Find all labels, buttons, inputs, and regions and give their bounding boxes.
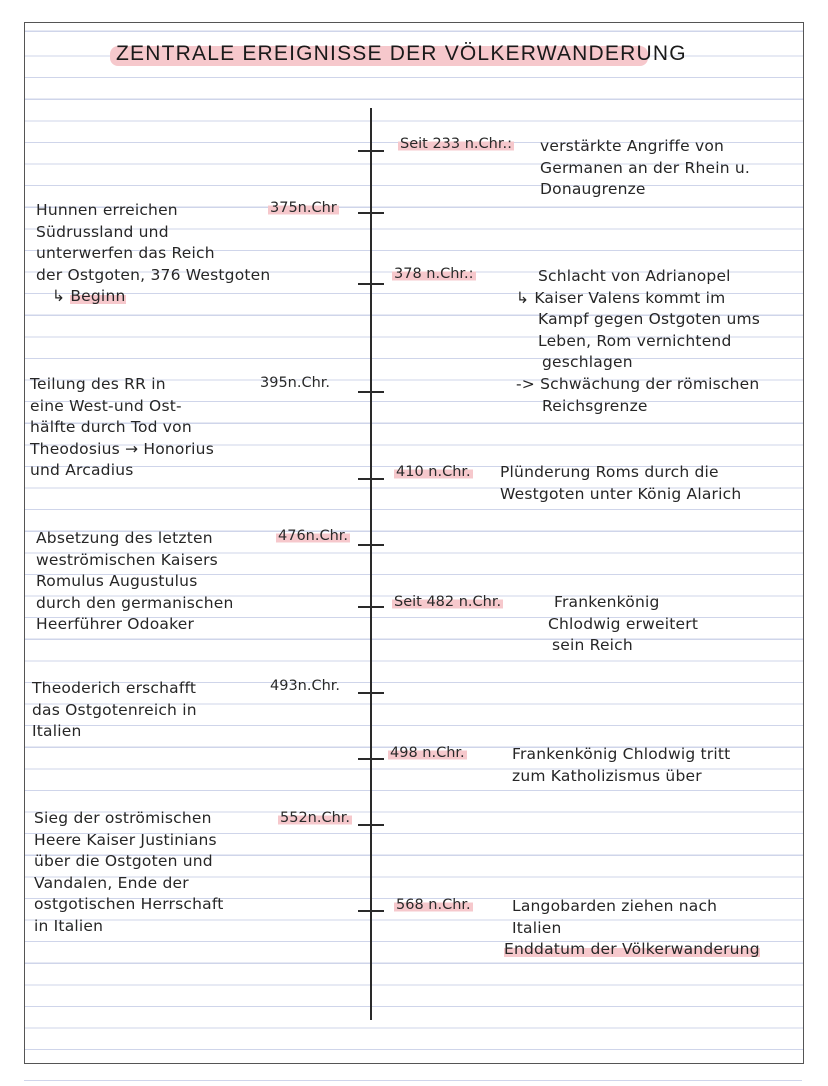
text-line: Italien — [512, 918, 562, 937]
timeline-tick — [358, 391, 384, 393]
highlighted-note: Beginn — [70, 287, 126, 306]
timeline-tick — [358, 478, 384, 480]
text-line: Theodosius → Honorius — [30, 439, 214, 458]
text-line: verstärkte Angriffe von — [540, 137, 725, 155]
date-label: 476n.Chr. — [278, 528, 349, 544]
event-text — [36, 200, 270, 308]
text-line: Sieg der oströmischen — [34, 809, 212, 827]
text-line: Westgoten unter König Alarich — [500, 484, 742, 503]
text-line: ↳ Kaiser Valens kommt im — [516, 288, 726, 307]
timeline-tick — [358, 283, 384, 285]
text-line: der Ostgoten, 376 Westgoten — [36, 265, 271, 284]
date-label: 395n.Chr. — [260, 375, 331, 391]
text-line: Reichsgrenze — [542, 396, 648, 415]
text-line: geschlagen — [542, 353, 633, 372]
timeline-tick — [358, 824, 384, 826]
timeline-tick — [358, 758, 384, 760]
text-line: Absetzung des letzten — [36, 529, 213, 547]
text-line: unterwerfen das Reich — [36, 244, 215, 263]
text-line — [36, 286, 270, 308]
text-line: Heere Kaiser Justinians — [34, 830, 217, 849]
text-line: Romulus Augustulus — [36, 572, 198, 591]
text-line: Vandalen, Ende der — [34, 873, 189, 892]
text-line: das Ostgotenreich in — [32, 700, 197, 719]
title-text: ZENTRALE EREIGNISSE DER VÖLKERWANDERUNG — [116, 42, 687, 65]
timeline-tick — [358, 212, 384, 214]
date-label: Seit 482 n.Chr. — [394, 594, 502, 610]
text-line: -> Schwächung der römischen — [516, 374, 760, 393]
text-line: Teilung des RR in — [30, 375, 166, 393]
text-line: und Arcadius — [30, 461, 134, 480]
page-bottom-rule — [24, 1080, 802, 1081]
timeline-tick — [358, 606, 384, 608]
text-line: Theoderich erschafft — [32, 679, 197, 697]
event-text — [36, 528, 233, 636]
arrow-icon: ↳ — [52, 287, 66, 306]
date-label: 410 n.Chr. — [396, 464, 471, 480]
event-text — [540, 136, 750, 201]
timeline-axis — [370, 108, 372, 1020]
text-line: Frankenkönig Chlodwig tritt — [512, 745, 731, 763]
text-line: hälfte durch Tod von — [30, 418, 192, 437]
text-line: Plünderung Roms durch die — [500, 463, 719, 481]
date-label: 375n.Chr — [270, 200, 337, 216]
date-label: 498 n.Chr. — [390, 745, 465, 761]
highlighted-final-note: Enddatum der Völkerwanderung — [504, 940, 760, 959]
text-line: Chlodwig erweitert — [548, 614, 699, 633]
event-text — [34, 808, 224, 938]
event-text — [512, 744, 730, 787]
text-line: sein Reich — [552, 636, 633, 655]
event-text — [500, 462, 741, 505]
event-text — [32, 678, 197, 743]
text-line: zum Katholizismus über — [512, 766, 702, 785]
text-line: über die Ostgoten und — [34, 852, 213, 871]
text-line: Italien — [32, 722, 82, 741]
text-line: ostgotischen Herrschaft — [34, 895, 224, 914]
text-line: Leben, Rom vernichtend — [538, 331, 732, 350]
page-title — [110, 42, 687, 70]
text-line: weströmischen Kaisers — [36, 550, 218, 569]
timeline-tick — [358, 692, 384, 694]
text-line: Langobarden ziehen nach — [512, 897, 718, 915]
event-text — [30, 374, 214, 482]
date-label: 378 n.Chr.: — [394, 266, 474, 282]
event-text — [516, 266, 760, 417]
text-line: Germanen an der Rhein u. — [540, 158, 751, 177]
text-line — [504, 939, 760, 961]
event-text — [504, 896, 760, 961]
text-line: Schlacht von Adrianopel — [538, 267, 731, 285]
text-line: in Italien — [34, 916, 104, 935]
timeline-tick — [358, 150, 384, 152]
date-label: Seit 233 n.Chr.: — [400, 136, 512, 152]
timeline-tick — [358, 544, 384, 546]
text-line: Kampf gegen Ostgoten ums — [538, 310, 761, 329]
text-line: Frankenkönig — [554, 593, 660, 611]
text-line: eine West-und Ost- — [30, 396, 182, 415]
text-line: Heerführer Odoaker — [36, 615, 195, 634]
text-line: durch den germanischen — [36, 593, 234, 612]
event-text — [548, 592, 698, 657]
text-line: Südrussland und — [36, 222, 169, 241]
date-label: 493n.Chr. — [270, 678, 341, 694]
date-label: 552n.Chr. — [280, 810, 351, 826]
text-line: Donaugrenze — [540, 180, 646, 199]
timeline-tick — [358, 910, 384, 912]
text-line: Hunnen erreichen — [36, 201, 178, 219]
date-label: 568 n.Chr. — [396, 897, 471, 913]
